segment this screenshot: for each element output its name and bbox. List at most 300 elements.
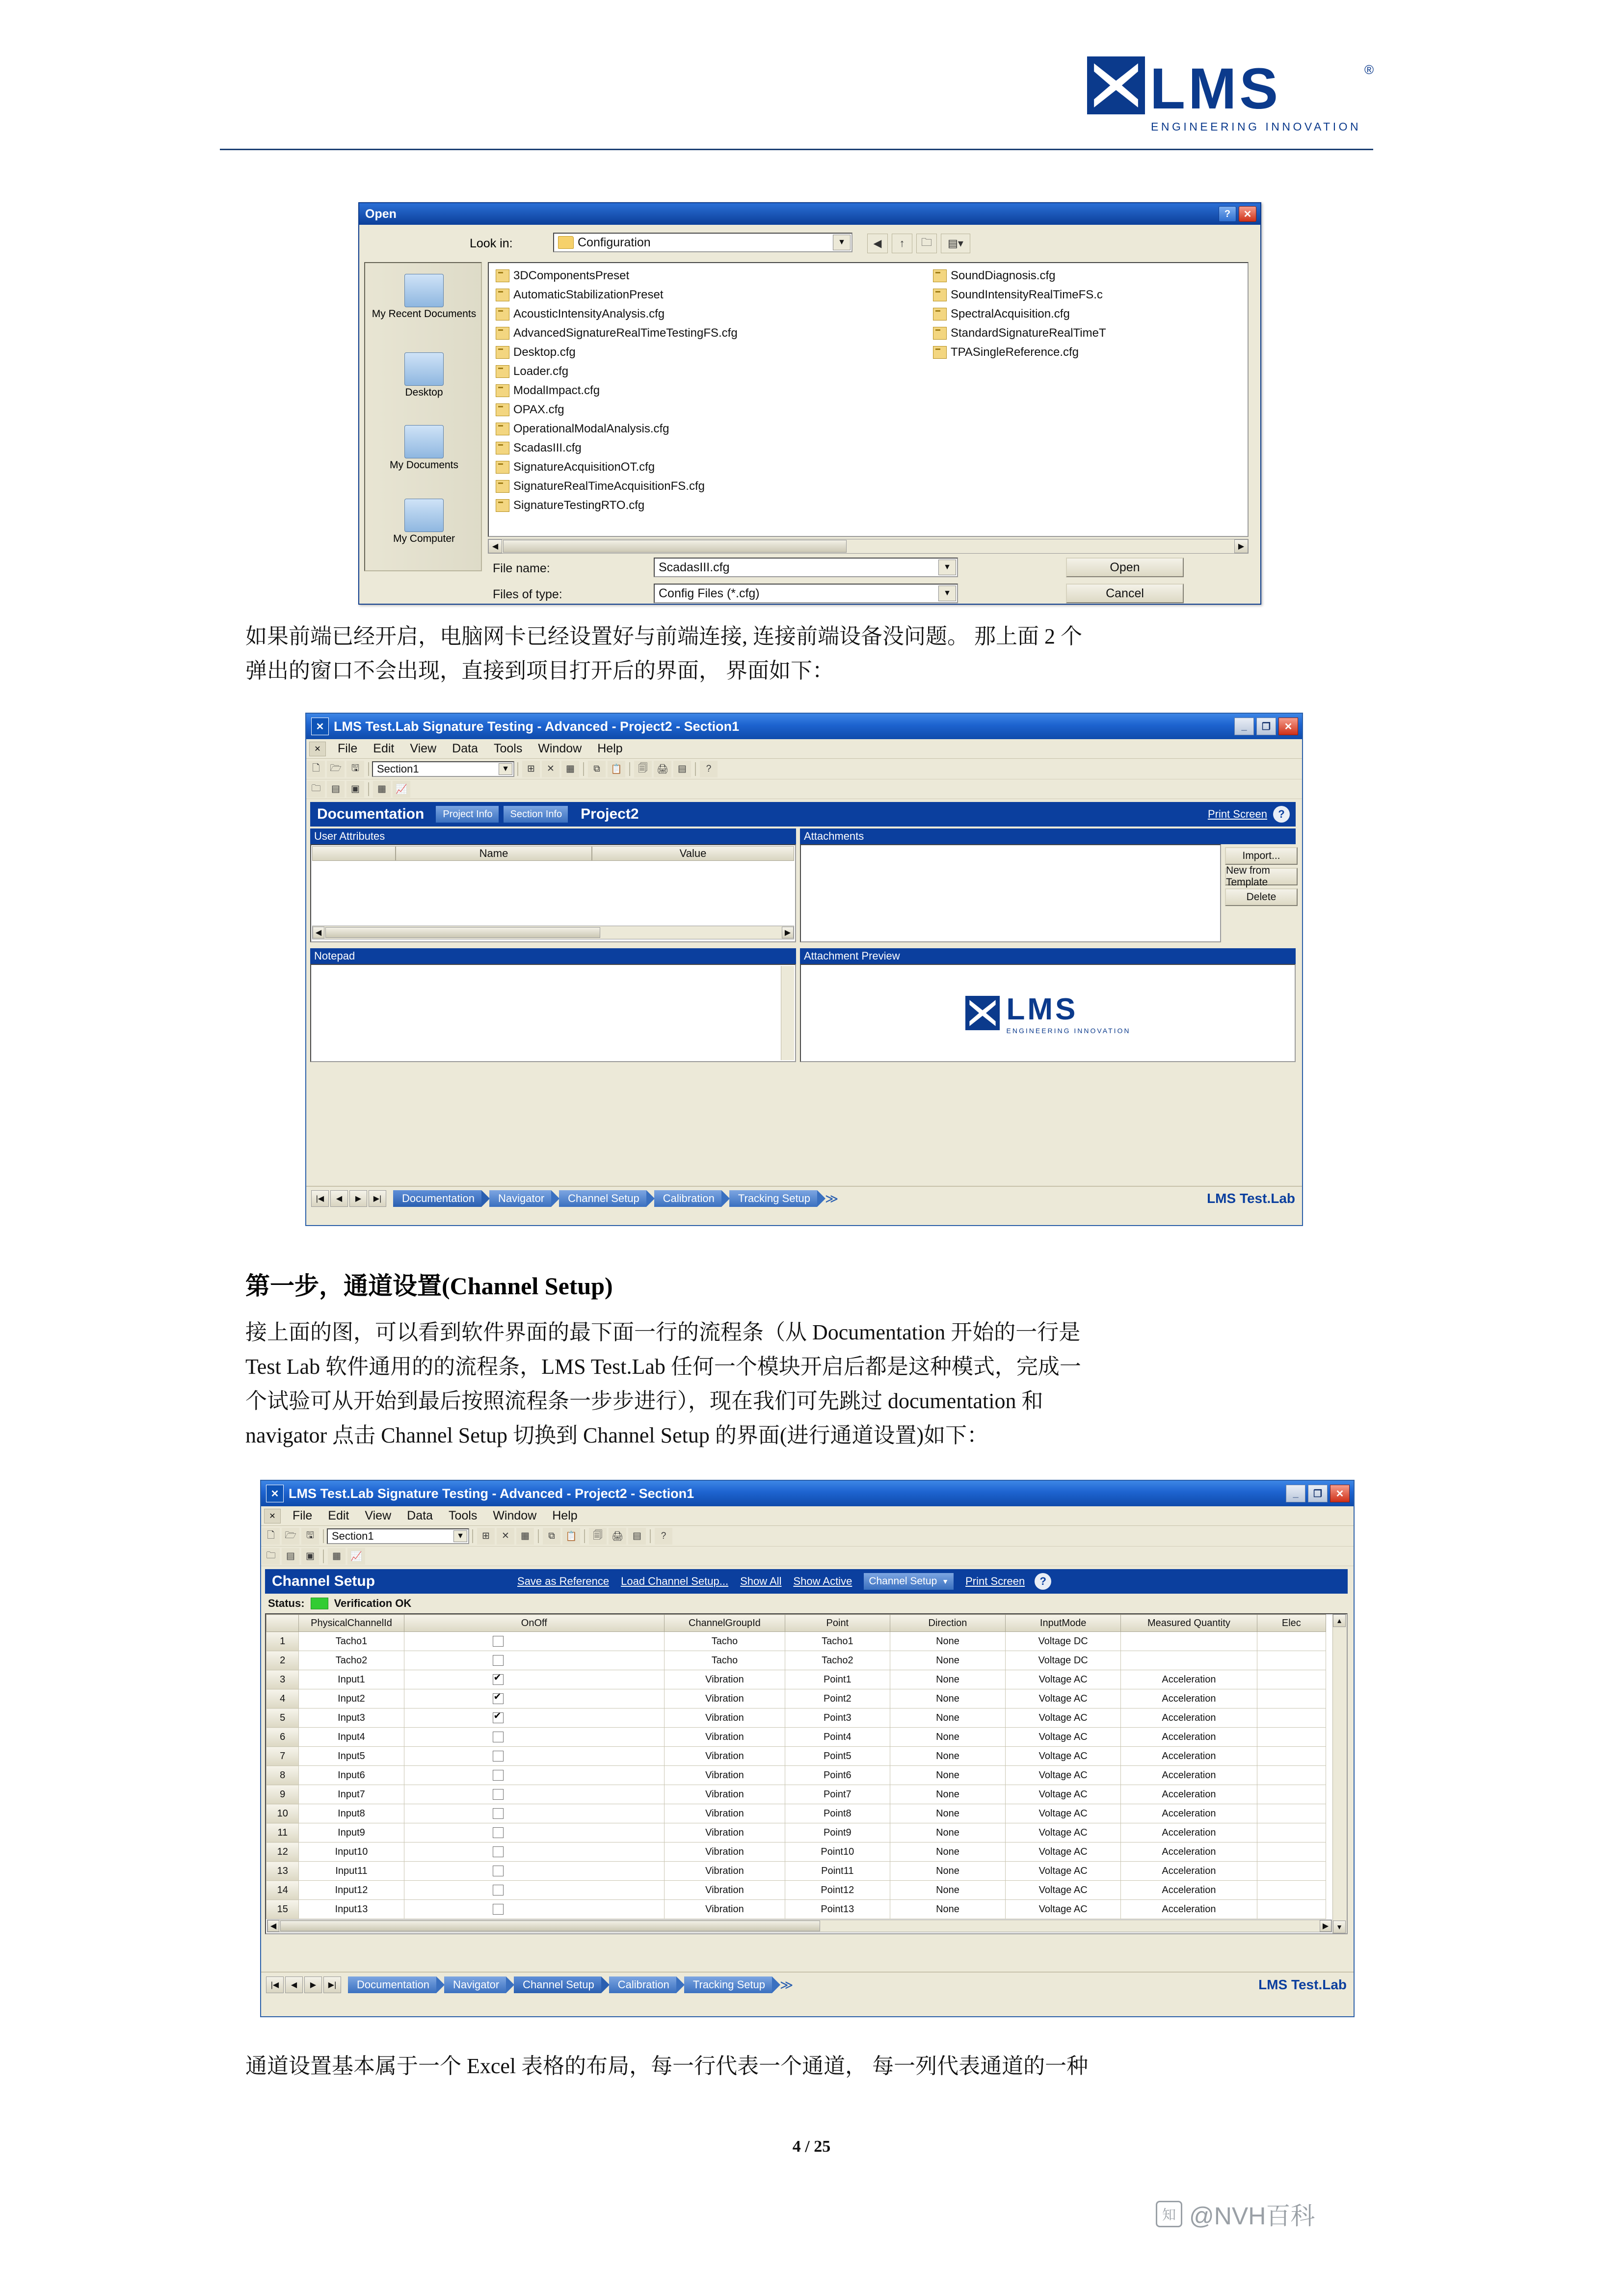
close-button[interactable]: ✕ bbox=[1330, 1485, 1350, 1502]
table-row[interactable] bbox=[266, 1747, 1326, 1766]
table-row[interactable] bbox=[266, 1881, 1326, 1900]
notepad-panel[interactable] bbox=[310, 964, 796, 1062]
load-channel-setup-link[interactable]: Load Channel Setup... bbox=[621, 1575, 729, 1587]
cell-point[interactable]: Point4 bbox=[785, 1728, 890, 1747]
cell-row-number[interactable]: 2 bbox=[266, 1651, 299, 1670]
cell-direction[interactable]: None bbox=[890, 1709, 1005, 1728]
cell-direction[interactable]: None bbox=[890, 1900, 1005, 1919]
camera-icon[interactable]: ▤ bbox=[628, 1528, 646, 1545]
views-icon[interactable]: ▤▾ bbox=[941, 234, 970, 253]
attach-icon[interactable]: 🗀 bbox=[307, 781, 325, 798]
list-item[interactable] bbox=[933, 285, 1106, 304]
col-direction[interactable]: Direction bbox=[890, 1615, 1005, 1632]
channel-table[interactable] bbox=[266, 1614, 1326, 1919]
list-item[interactable] bbox=[496, 438, 738, 457]
tab-project-info[interactable] bbox=[436, 806, 498, 823]
list-item[interactable] bbox=[496, 457, 738, 477]
table-row[interactable] bbox=[266, 1785, 1326, 1804]
print-icon[interactable]: 🖨 bbox=[654, 761, 671, 777]
cell-direction[interactable]: None bbox=[890, 1632, 1005, 1651]
apply-icon[interactable]: ▦ bbox=[516, 1528, 534, 1545]
notepad-vscrollbar[interactable] bbox=[781, 966, 794, 1060]
cell-direction[interactable]: None bbox=[890, 1689, 1005, 1709]
menu-edit[interactable]: Edit bbox=[328, 1509, 349, 1522]
flow-step-calibration[interactable] bbox=[654, 1190, 721, 1207]
cell-point[interactable]: Tacho1 bbox=[785, 1632, 890, 1651]
open-button[interactable]: Open bbox=[1066, 558, 1184, 577]
cell-elec[interactable] bbox=[1257, 1881, 1326, 1900]
menu-window[interactable]: Window bbox=[493, 1509, 537, 1522]
chevron-down-icon[interactable]: ▼ bbox=[942, 1577, 949, 1585]
cell-elec[interactable] bbox=[1257, 1632, 1326, 1651]
list-item[interactable] bbox=[496, 266, 738, 285]
cell-measured-quantity[interactable]: Acceleration bbox=[1121, 1766, 1257, 1785]
print-screen-link[interactable]: Print Screen bbox=[965, 1575, 1025, 1587]
delete-button[interactable]: Delete bbox=[1225, 888, 1298, 906]
cell-row-number[interactable]: 13 bbox=[266, 1862, 299, 1881]
cell-physical-channel-id[interactable]: Input6 bbox=[299, 1766, 404, 1785]
cell-physical-channel-id[interactable]: Input8 bbox=[299, 1804, 404, 1823]
scroll-left-icon[interactable]: ◀ bbox=[267, 1920, 279, 1932]
cell-direction[interactable]: None bbox=[890, 1804, 1005, 1823]
col-physical-channel-id[interactable]: PhysicalChannelId bbox=[299, 1615, 404, 1632]
onoff-checkbox[interactable] bbox=[493, 1789, 504, 1800]
cell-physical-channel-id[interactable]: Input2 bbox=[299, 1689, 404, 1709]
flow-step-channel-setup[interactable] bbox=[514, 1976, 601, 1993]
cell-onoff[interactable] bbox=[404, 1785, 665, 1804]
help-icon[interactable]: ? bbox=[655, 1528, 672, 1545]
col-input-mode[interactable]: InputMode bbox=[1006, 1615, 1121, 1632]
main-toolbar[interactable] bbox=[261, 1526, 1354, 1547]
save-icon[interactable]: 🖫 bbox=[346, 761, 364, 777]
cell-row-number[interactable]: 14 bbox=[266, 1881, 299, 1900]
paste-icon[interactable]: 📋 bbox=[608, 761, 625, 777]
cell-measured-quantity[interactable]: Acceleration bbox=[1121, 1785, 1257, 1804]
up-one-level-icon[interactable]: ↑ bbox=[892, 234, 912, 253]
cell-measured-quantity[interactable]: Acceleration bbox=[1121, 1728, 1257, 1747]
list-item[interactable] bbox=[933, 343, 1106, 362]
section-combo[interactable] bbox=[372, 761, 514, 777]
cell-direction[interactable]: None bbox=[890, 1766, 1005, 1785]
cell-channel-group-id[interactable]: Vibration bbox=[665, 1785, 785, 1804]
channel-grid[interactable] bbox=[265, 1613, 1348, 1934]
import-button[interactable]: Import... bbox=[1225, 847, 1298, 865]
col-onoff[interactable]: OnOff bbox=[404, 1615, 665, 1632]
file-name-input[interactable] bbox=[654, 558, 958, 577]
onoff-checkbox[interactable] bbox=[493, 1732, 504, 1742]
add-icon[interactable]: ⊞ bbox=[477, 1528, 495, 1545]
cell-onoff[interactable] bbox=[404, 1651, 665, 1670]
cell-direction[interactable]: None bbox=[890, 1823, 1005, 1842]
menu-window[interactable]: Window bbox=[538, 742, 582, 755]
cell-onoff[interactable] bbox=[404, 1728, 665, 1747]
cell-physical-channel-id[interactable]: Input10 bbox=[299, 1842, 404, 1862]
cell-elec[interactable] bbox=[1257, 1900, 1326, 1919]
cell-point[interactable]: Point6 bbox=[785, 1766, 890, 1785]
menu-tools[interactable]: Tools bbox=[448, 1509, 478, 1522]
copy-icon[interactable]: ⧉ bbox=[588, 761, 606, 777]
cell-point[interactable]: Point7 bbox=[785, 1785, 890, 1804]
cell-elec[interactable] bbox=[1257, 1651, 1326, 1670]
help-button[interactable]: ? bbox=[1219, 206, 1236, 222]
cell-direction[interactable]: None bbox=[890, 1842, 1005, 1862]
list-item[interactable] bbox=[496, 400, 738, 419]
cell-onoff[interactable] bbox=[404, 1823, 665, 1842]
cell-measured-quantity[interactable]: Acceleration bbox=[1121, 1747, 1257, 1766]
onoff-checkbox[interactable] bbox=[493, 1712, 504, 1723]
table-row[interactable] bbox=[266, 1632, 1326, 1651]
last-step-icon[interactable]: ▶| bbox=[369, 1190, 386, 1207]
cell-elec[interactable] bbox=[1257, 1862, 1326, 1881]
prev-step-icon[interactable]: ◀ bbox=[330, 1190, 348, 1207]
onoff-checkbox[interactable] bbox=[493, 1846, 504, 1857]
flow-step-documentation[interactable] bbox=[393, 1190, 481, 1207]
cell-channel-group-id[interactable]: Vibration bbox=[665, 1709, 785, 1728]
open-icon[interactable]: 🗁 bbox=[282, 1528, 299, 1545]
list-item[interactable] bbox=[496, 285, 738, 304]
onoff-checkbox[interactable] bbox=[493, 1866, 504, 1876]
cell-input-mode[interactable]: Voltage DC bbox=[1006, 1651, 1121, 1670]
cell-measured-quantity[interactable]: Acceleration bbox=[1121, 1689, 1257, 1709]
cell-point[interactable]: Point8 bbox=[785, 1804, 890, 1823]
section-combo[interactable] bbox=[327, 1528, 469, 1544]
col-point[interactable]: Point bbox=[785, 1615, 890, 1632]
cell-row-number[interactable]: 15 bbox=[266, 1900, 299, 1919]
chart-icon[interactable]: 📈 bbox=[393, 781, 410, 798]
save-as-reference-link[interactable]: Save as Reference bbox=[517, 1575, 610, 1587]
cell-point[interactable]: Point5 bbox=[785, 1747, 890, 1766]
flow-more-icon[interactable]: ≫ bbox=[780, 1977, 794, 1992]
cell-row-number[interactable]: 11 bbox=[266, 1823, 299, 1842]
onoff-checkbox[interactable] bbox=[493, 1808, 504, 1819]
table-row[interactable] bbox=[266, 1651, 1326, 1670]
chevron-down-icon[interactable]: ▼ bbox=[833, 235, 851, 250]
list-item[interactable] bbox=[496, 381, 738, 400]
flow-step-channel-setup[interactable] bbox=[559, 1190, 646, 1207]
first-step-icon[interactable]: |◀ bbox=[311, 1190, 329, 1207]
cell-measured-quantity[interactable] bbox=[1121, 1651, 1257, 1670]
cell-physical-channel-id[interactable]: Input9 bbox=[299, 1823, 404, 1842]
cell-physical-channel-id[interactable]: Input11 bbox=[299, 1862, 404, 1881]
grid-icon[interactable]: ▦ bbox=[328, 1548, 346, 1565]
apply-icon[interactable]: ▦ bbox=[561, 761, 579, 777]
template-icon[interactable]: ▤ bbox=[327, 781, 345, 798]
table-row[interactable] bbox=[266, 1823, 1326, 1842]
cell-input-mode[interactable]: Voltage AC bbox=[1006, 1881, 1121, 1900]
cell-onoff[interactable] bbox=[404, 1766, 665, 1785]
flow-step-documentation[interactable] bbox=[348, 1976, 436, 1993]
table-row[interactable] bbox=[266, 1842, 1326, 1862]
remove-icon[interactable]: ▣ bbox=[346, 781, 364, 798]
flow-step-navigator[interactable] bbox=[489, 1190, 551, 1207]
menu-file[interactable]: File bbox=[338, 742, 358, 755]
onoff-checkbox[interactable] bbox=[493, 1885, 504, 1896]
cell-channel-group-id[interactable]: Tacho bbox=[665, 1651, 785, 1670]
camera-icon[interactable]: ▤ bbox=[673, 761, 691, 777]
copy-icon[interactable]: ⧉ bbox=[543, 1528, 560, 1545]
new-folder-icon[interactable]: 🗀 bbox=[916, 234, 937, 253]
cell-row-number[interactable]: 5 bbox=[266, 1709, 299, 1728]
cell-row-number[interactable]: 12 bbox=[266, 1842, 299, 1862]
list-item[interactable] bbox=[933, 323, 1106, 343]
onoff-checkbox[interactable] bbox=[493, 1693, 504, 1704]
sidebar-item-my-documents[interactable] bbox=[365, 425, 483, 471]
grid-vscrollbar[interactable] bbox=[1332, 1614, 1347, 1933]
menu-view[interactable]: View bbox=[410, 742, 437, 755]
cancel-button[interactable]: Cancel bbox=[1066, 584, 1184, 603]
table-row[interactable] bbox=[266, 1766, 1326, 1785]
onoff-checkbox[interactable] bbox=[493, 1636, 504, 1647]
cell-point[interactable]: Point9 bbox=[785, 1823, 890, 1842]
cell-row-number[interactable]: 4 bbox=[266, 1689, 299, 1709]
channel-setup-combo[interactable] bbox=[864, 1573, 954, 1590]
close-button[interactable]: ✕ bbox=[1278, 718, 1298, 735]
onoff-checkbox[interactable] bbox=[493, 1904, 504, 1915]
next-step-icon[interactable]: ▶ bbox=[304, 1976, 322, 1993]
cell-measured-quantity[interactable] bbox=[1121, 1632, 1257, 1651]
cell-channel-group-id[interactable]: Vibration bbox=[665, 1689, 785, 1709]
flow-step-calibration[interactable] bbox=[609, 1976, 676, 1993]
maximize-button[interactable]: ❐ bbox=[1256, 718, 1276, 735]
remove-icon[interactable]: ▣ bbox=[301, 1548, 319, 1565]
table-row[interactable] bbox=[266, 1728, 1326, 1747]
sidebar-item-my-computer[interactable] bbox=[365, 499, 483, 545]
secondary-toolbar[interactable] bbox=[306, 779, 1302, 799]
cell-channel-group-id[interactable]: Vibration bbox=[665, 1804, 785, 1823]
files-of-type-combo[interactable] bbox=[654, 584, 958, 603]
template-icon[interactable]: ▤ bbox=[282, 1548, 299, 1565]
list-item[interactable] bbox=[933, 304, 1106, 323]
attach-icon[interactable]: 🗀 bbox=[262, 1548, 280, 1565]
cell-channel-group-id[interactable]: Vibration bbox=[665, 1900, 785, 1919]
onoff-checkbox[interactable] bbox=[493, 1674, 504, 1685]
add-icon[interactable]: ⊞ bbox=[522, 761, 540, 777]
new-icon[interactable]: 🗋 bbox=[262, 1528, 280, 1545]
look-in-combo[interactable] bbox=[553, 233, 852, 252]
chevron-down-icon[interactable]: ▼ bbox=[938, 560, 956, 575]
file-list[interactable] bbox=[488, 262, 1249, 537]
cell-measured-quantity[interactable]: Acceleration bbox=[1121, 1900, 1257, 1919]
last-step-icon[interactable]: ▶| bbox=[323, 1976, 341, 1993]
cell-channel-group-id[interactable]: Vibration bbox=[665, 1670, 785, 1689]
flow-more-icon[interactable]: ≫ bbox=[825, 1191, 839, 1206]
minimize-button[interactable]: _ bbox=[1234, 718, 1254, 735]
sidebar-item-desktop[interactable] bbox=[365, 352, 483, 399]
cell-onoff[interactable] bbox=[404, 1804, 665, 1823]
delete-icon[interactable]: ✕ bbox=[497, 1528, 514, 1545]
scroll-left-icon[interactable]: ◀ bbox=[488, 539, 502, 553]
cell-direction[interactable]: None bbox=[890, 1785, 1005, 1804]
list-item[interactable] bbox=[496, 419, 738, 438]
menu-data[interactable]: Data bbox=[407, 1509, 433, 1522]
cell-direction[interactable]: None bbox=[890, 1670, 1005, 1689]
cell-physical-channel-id[interactable]: Input3 bbox=[299, 1709, 404, 1728]
cell-onoff[interactable] bbox=[404, 1842, 665, 1862]
cell-onoff[interactable] bbox=[404, 1881, 665, 1900]
cell-physical-channel-id[interactable]: Input1 bbox=[299, 1670, 404, 1689]
cell-physical-channel-id[interactable]: Tacho2 bbox=[299, 1651, 404, 1670]
scrollbar-thumb[interactable] bbox=[280, 1921, 820, 1931]
cell-channel-group-id[interactable]: Vibration bbox=[665, 1842, 785, 1862]
next-step-icon[interactable]: ▶ bbox=[349, 1190, 367, 1207]
scroll-left-icon[interactable]: ◀ bbox=[313, 927, 324, 938]
cell-input-mode[interactable]: Voltage AC bbox=[1006, 1728, 1121, 1747]
menu-view[interactable]: View bbox=[365, 1509, 392, 1522]
scrollbar-thumb[interactable] bbox=[503, 540, 847, 553]
cell-onoff[interactable] bbox=[404, 1900, 665, 1919]
cell-input-mode[interactable]: Voltage DC bbox=[1006, 1632, 1121, 1651]
close-button[interactable]: ✕ bbox=[1239, 206, 1256, 222]
cell-elec[interactable] bbox=[1257, 1785, 1326, 1804]
menu-bar[interactable] bbox=[306, 739, 1302, 759]
cell-input-mode[interactable]: Voltage AC bbox=[1006, 1900, 1121, 1919]
flow-step-tracking-setup[interactable] bbox=[684, 1976, 772, 1993]
chevron-down-icon[interactable]: ▼ bbox=[938, 586, 956, 601]
first-step-icon[interactable]: |◀ bbox=[266, 1976, 284, 1993]
print-screen-link[interactable]: Print Screen bbox=[1207, 808, 1267, 820]
workflow-bar[interactable] bbox=[261, 1972, 1354, 1997]
cell-input-mode[interactable]: Voltage AC bbox=[1006, 1670, 1121, 1689]
cell-point[interactable]: Point2 bbox=[785, 1689, 890, 1709]
cell-point[interactable]: Point11 bbox=[785, 1862, 890, 1881]
table-row[interactable] bbox=[266, 1689, 1326, 1709]
cell-onoff[interactable] bbox=[404, 1670, 665, 1689]
paste-icon[interactable]: 📋 bbox=[562, 1528, 580, 1545]
new-icon[interactable]: 🗋 bbox=[307, 761, 325, 777]
cell-point[interactable]: Point13 bbox=[785, 1900, 890, 1919]
prev-step-icon[interactable]: ◀ bbox=[285, 1976, 303, 1993]
cell-input-mode[interactable]: Voltage AC bbox=[1006, 1842, 1121, 1862]
cell-physical-channel-id[interactable]: Input13 bbox=[299, 1900, 404, 1919]
chevron-down-icon[interactable]: ▼ bbox=[453, 1530, 467, 1542]
scrollbar-thumb[interactable] bbox=[325, 927, 600, 938]
cell-channel-group-id[interactable]: Tacho bbox=[665, 1632, 785, 1651]
save-icon[interactable]: 🖫 bbox=[301, 1528, 319, 1545]
report-icon[interactable]: 🗐 bbox=[589, 1528, 607, 1545]
cell-point[interactable]: Point12 bbox=[785, 1881, 890, 1900]
table-row[interactable] bbox=[266, 1804, 1326, 1823]
col-measured-quantity[interactable]: Measured Quantity bbox=[1121, 1615, 1257, 1632]
cell-elec[interactable] bbox=[1257, 1670, 1326, 1689]
back-icon[interactable]: ◀ bbox=[867, 234, 888, 253]
list-item[interactable] bbox=[496, 362, 738, 381]
cell-measured-quantity[interactable]: Acceleration bbox=[1121, 1670, 1257, 1689]
cell-direction[interactable]: None bbox=[890, 1881, 1005, 1900]
open-icon[interactable]: 🗁 bbox=[327, 761, 345, 777]
menu-data[interactable]: Data bbox=[452, 742, 478, 755]
cell-point[interactable]: Point1 bbox=[785, 1670, 890, 1689]
cell-row-number[interactable]: 10 bbox=[266, 1804, 299, 1823]
cell-input-mode[interactable]: Voltage AC bbox=[1006, 1823, 1121, 1842]
cell-input-mode[interactable]: Voltage AC bbox=[1006, 1862, 1121, 1881]
show-active-link[interactable]: Show Active bbox=[793, 1575, 852, 1587]
maximize-button[interactable]: ❐ bbox=[1308, 1485, 1328, 1502]
cell-point[interactable]: Point10 bbox=[785, 1842, 890, 1862]
cell-onoff[interactable] bbox=[404, 1862, 665, 1881]
scroll-down-icon[interactable]: ▼ bbox=[1333, 1921, 1346, 1933]
col-elec[interactable]: Elec bbox=[1257, 1615, 1326, 1632]
cell-direction[interactable]: None bbox=[890, 1747, 1005, 1766]
grid-hscrollbar[interactable] bbox=[267, 1920, 1332, 1932]
cell-row-number[interactable]: 8 bbox=[266, 1766, 299, 1785]
cell-elec[interactable] bbox=[1257, 1728, 1326, 1747]
cell-channel-group-id[interactable]: Vibration bbox=[665, 1862, 785, 1881]
chart-icon[interactable]: 📈 bbox=[347, 1548, 365, 1565]
cell-direction[interactable]: None bbox=[890, 1862, 1005, 1881]
user-attributes-hscrollbar[interactable] bbox=[312, 926, 794, 939]
cell-input-mode[interactable]: Voltage AC bbox=[1006, 1747, 1121, 1766]
cell-elec[interactable] bbox=[1257, 1842, 1326, 1862]
cell-measured-quantity[interactable]: Acceleration bbox=[1121, 1842, 1257, 1862]
table-row[interactable] bbox=[266, 1670, 1326, 1689]
menu-bar[interactable] bbox=[261, 1506, 1354, 1526]
help-icon[interactable]: ? bbox=[1273, 806, 1290, 823]
file-list-hscrollbar[interactable] bbox=[488, 539, 1249, 554]
cell-elec[interactable] bbox=[1257, 1689, 1326, 1709]
onoff-checkbox[interactable] bbox=[493, 1655, 504, 1666]
show-all-link[interactable]: Show All bbox=[740, 1575, 782, 1587]
list-item[interactable] bbox=[496, 477, 738, 496]
scroll-right-icon[interactable]: ▶ bbox=[1320, 1920, 1331, 1932]
cell-onoff[interactable] bbox=[404, 1632, 665, 1651]
tab-section-info[interactable] bbox=[504, 806, 568, 823]
cell-onoff[interactable] bbox=[404, 1709, 665, 1728]
menu-file[interactable]: File bbox=[293, 1509, 313, 1522]
cell-row-number[interactable]: 1 bbox=[266, 1632, 299, 1651]
user-attributes-panel[interactable] bbox=[310, 844, 796, 942]
help-icon[interactable]: ? bbox=[700, 761, 718, 777]
menu-tools[interactable]: Tools bbox=[493, 742, 523, 755]
cell-input-mode[interactable]: Voltage AC bbox=[1006, 1804, 1121, 1823]
table-row[interactable] bbox=[266, 1900, 1326, 1919]
cell-elec[interactable] bbox=[1257, 1823, 1326, 1842]
attachment-preview-panel[interactable] bbox=[800, 964, 1296, 1062]
cell-elec[interactable] bbox=[1257, 1747, 1326, 1766]
cell-measured-quantity[interactable]: Acceleration bbox=[1121, 1709, 1257, 1728]
minimize-button[interactable]: _ bbox=[1286, 1485, 1305, 1502]
main-toolbar[interactable] bbox=[306, 759, 1302, 779]
scroll-right-icon[interactable]: ▶ bbox=[782, 927, 794, 938]
cell-physical-channel-id[interactable]: Input12 bbox=[299, 1881, 404, 1900]
cell-row-number[interactable]: 6 bbox=[266, 1728, 299, 1747]
flow-step-navigator[interactable] bbox=[444, 1976, 506, 1993]
print-icon[interactable]: 🖨 bbox=[609, 1528, 626, 1545]
cell-channel-group-id[interactable]: Vibration bbox=[665, 1823, 785, 1842]
onoff-checkbox[interactable] bbox=[493, 1827, 504, 1838]
onoff-checkbox[interactable] bbox=[493, 1770, 504, 1781]
list-item[interactable] bbox=[496, 496, 738, 515]
cell-row-number[interactable]: 3 bbox=[266, 1670, 299, 1689]
onoff-checkbox[interactable] bbox=[493, 1751, 504, 1762]
col-rownum[interactable] bbox=[266, 1615, 299, 1632]
menu-edit[interactable]: Edit bbox=[373, 742, 395, 755]
cell-onoff[interactable] bbox=[404, 1747, 665, 1766]
list-item[interactable] bbox=[496, 304, 738, 323]
cell-row-number[interactable]: 7 bbox=[266, 1747, 299, 1766]
cell-point[interactable]: Tacho2 bbox=[785, 1651, 890, 1670]
delete-icon[interactable]: ✕ bbox=[542, 761, 559, 777]
cell-input-mode[interactable]: Voltage AC bbox=[1006, 1766, 1121, 1785]
cell-measured-quantity[interactable]: Acceleration bbox=[1121, 1823, 1257, 1842]
flow-step-tracking-setup[interactable] bbox=[729, 1190, 817, 1207]
cell-elec[interactable] bbox=[1257, 1709, 1326, 1728]
cell-channel-group-id[interactable]: Vibration bbox=[665, 1881, 785, 1900]
table-row[interactable] bbox=[266, 1709, 1326, 1728]
cell-direction[interactable]: None bbox=[890, 1651, 1005, 1670]
cell-physical-channel-id[interactable]: Input4 bbox=[299, 1728, 404, 1747]
scroll-right-icon[interactable]: ▶ bbox=[1234, 539, 1248, 553]
table-row[interactable] bbox=[266, 1862, 1326, 1881]
